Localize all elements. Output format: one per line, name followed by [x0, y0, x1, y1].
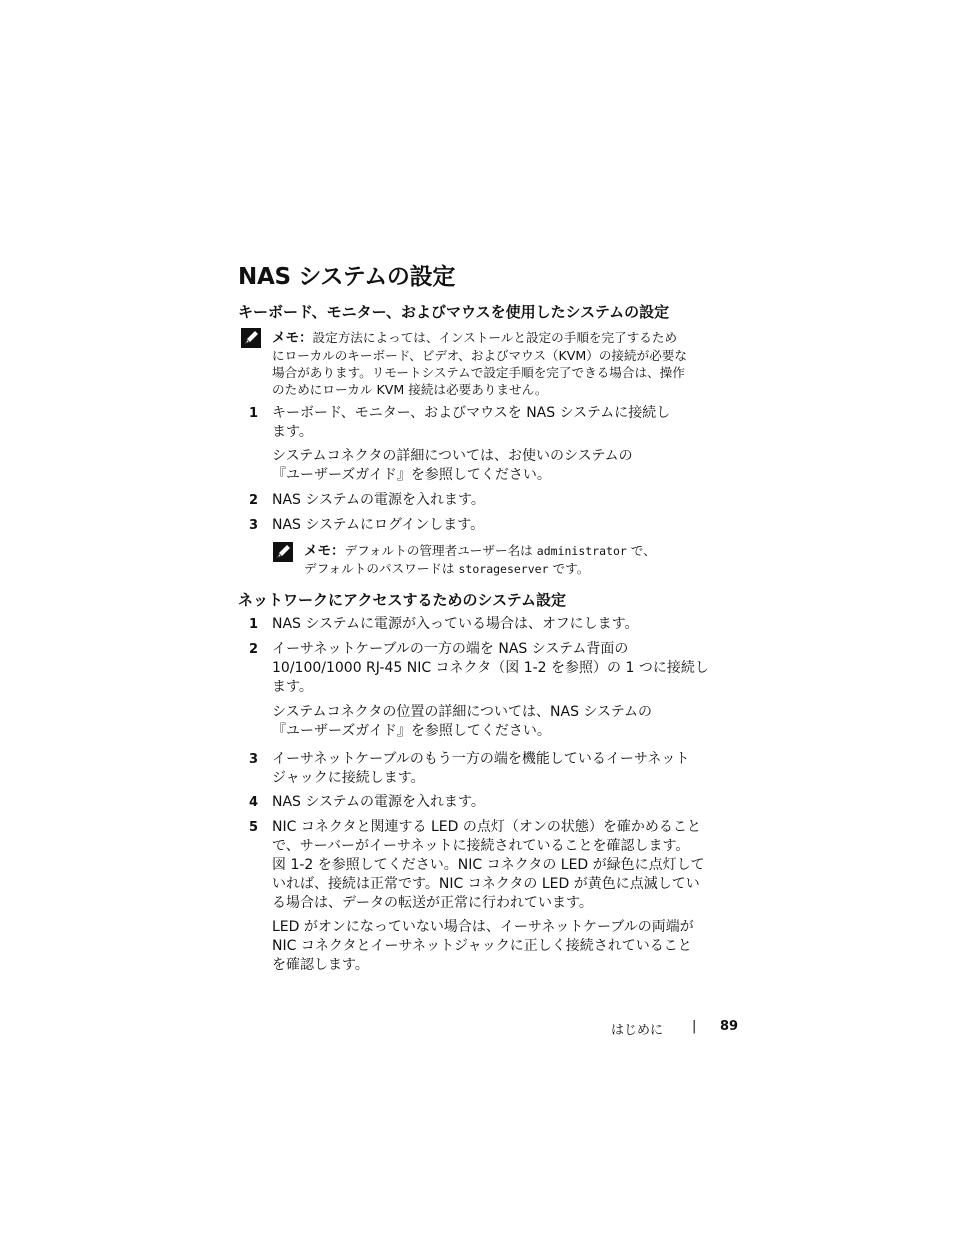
note-label: メモ： [304, 543, 345, 559]
step-detail-text: を確認します。 [272, 957, 369, 973]
section-heading-kvm-setup: キーボード、モニター、およびマウスを使用したシステムの設定 [238, 303, 670, 321]
note-kvm [272, 329, 742, 398]
note-text: 場合があります。リモートシステムで設定手順を完了できる場合は、操作 [272, 365, 685, 380]
step-number: 3 [249, 752, 259, 767]
step-text: NAS システムにログインします。 [272, 517, 485, 533]
step-text: ます。 [272, 424, 313, 440]
note-default-credentials [304, 542, 744, 578]
step-number: 2 [249, 642, 259, 657]
step-text: いれば、接続は正常です。NIC コネクタの LED が黄色に点滅してい [272, 876, 700, 892]
step-number: 3 [249, 518, 259, 533]
step-detail [272, 447, 742, 485]
default-username: administrator [536, 544, 627, 558]
step-detail [272, 703, 742, 741]
step-text: ます。 [272, 679, 313, 695]
note-text: のためにローカル KVM 接続は必要ありません。 [272, 382, 548, 397]
step-number: 1 [249, 617, 259, 632]
step-text: ジャックに接続します。 [272, 770, 425, 786]
page-title: NAS システムの設定 [238, 264, 456, 290]
note-text: です。 [548, 561, 590, 576]
step-text: る場合は、データの転送が正常に行われています。 [272, 895, 593, 911]
note-text: デフォルトの管理者ユーザー名は [344, 543, 537, 558]
step-text: キーボード、モニター、およびマウスを NAS システムに接続し [272, 405, 671, 421]
step-number: 4 [249, 795, 259, 810]
step-text: NAS システムの電源を入れます。 [272, 794, 485, 810]
note-pencil-icon [272, 541, 294, 563]
step-detail-text: NIC コネクタとイーサネットジャックに正しく接続されていること [272, 938, 692, 954]
default-password: storageserver [458, 562, 549, 576]
footer-separator: | [692, 1019, 697, 1034]
note-pencil-icon [240, 327, 262, 349]
step-text: NIC コネクタと関連する LED の点灯（オンの状態）を確かめること [272, 819, 701, 835]
note-text: デフォルトのパスワードは [304, 561, 459, 576]
page-number: 89 [720, 1019, 739, 1034]
step-detail-text: 『ユーザーズガイド』を参照してください。 [272, 467, 551, 483]
step-text: NAS システムの電源を入れます。 [272, 492, 485, 508]
note-text: 設定方法によっては、インストールと設定の手順を完了するため [312, 330, 678, 345]
step-text: NAS システムに電源が入っている場合は、オフにします。 [272, 616, 639, 632]
step-detail [272, 918, 742, 975]
step-detail-text: システムコネクタの詳細については、お使いのシステムの [272, 448, 633, 464]
section-heading-network-setup: ネットワークにアクセスするためのシステム設定 [238, 591, 567, 609]
step-text: 図 1-2 を参照してください。NIC コネクタの LED が緑色に点灯して [272, 857, 705, 873]
note-text: で、 [626, 543, 656, 558]
step-detail-text: LED がオンになっていない場合は、イーサネットケーブルの両端が [272, 919, 694, 935]
step-text: イーサネットケーブルのもう一方の端を機能しているイーサネット [272, 751, 690, 767]
step-number: 2 [249, 493, 259, 508]
step-number: 1 [249, 406, 259, 421]
note-label: メモ： [272, 330, 313, 346]
step-text: 10/100/1000 RJ-45 NIC コネクタ（図 1-2 を参照）の 1 つに接続し [272, 660, 709, 676]
step-text: イーサネットケーブルの一方の端を NAS システム背面の [272, 641, 629, 657]
step-detail-text: システムコネクタの位置の詳細については、NAS システムの [272, 704, 653, 720]
step-number: 5 [249, 820, 259, 835]
step-text: で、サーバーがイーサネットに接続されていることを確認します。 [272, 838, 690, 854]
step-detail-text: 『ユーザーズガイド』を参照してください。 [272, 723, 551, 739]
footer-section-name: はじめに [611, 1023, 664, 1038]
note-text: にローカルのキーボード、ビデオ、およびマウス（KVM）の接続が必要な [272, 348, 687, 363]
